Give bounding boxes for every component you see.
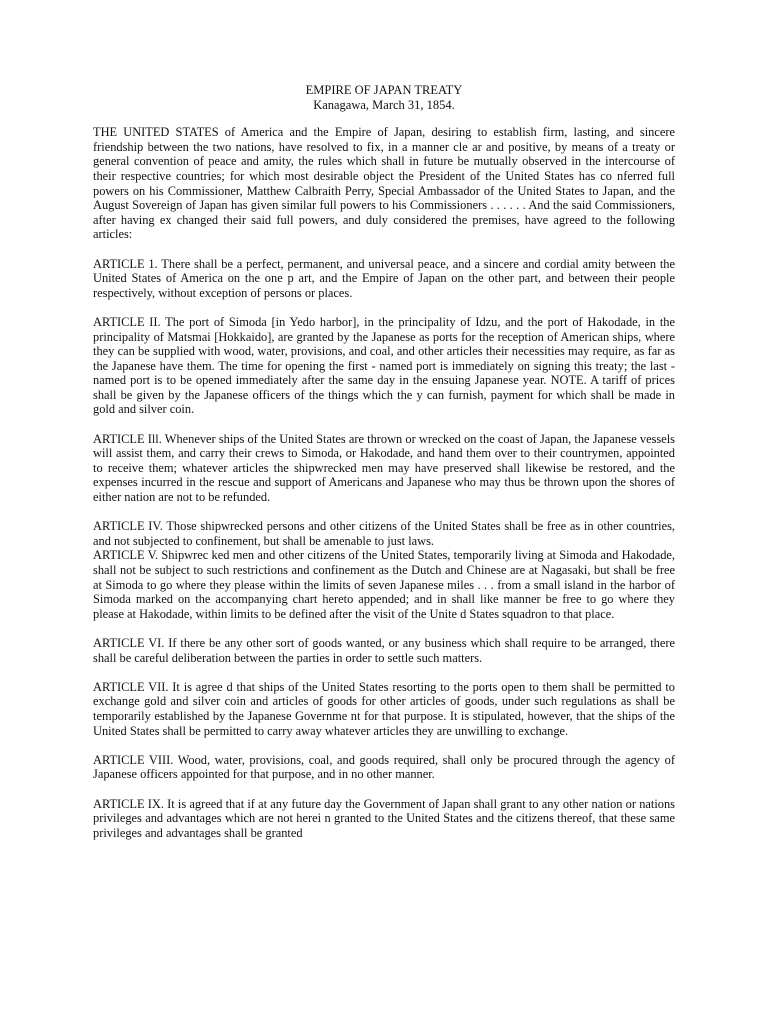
article-2-paragraph: ARTICLE II. The port of Simoda [in Yedo harbor], in the principality of Idzu, and the port of Hakodade, in the principality of Matsmai [Hokkaido], are granted by the Japanese as ports for the reception of American ships, where they can be supplied with wood, water, provisions, and coal, and other articles their necessities may require, as far as the Japanese have them. The time for opening the first - named port is immediately on signing this treaty; the last - named port is to be opened immediately after the same day in the ensuing Japanese year. NOTE. A tariff of prices shall be given by the Japanese officers of the things which the y can furnish, payment for which shall be made in gold and silver coin. — [93, 314, 675, 417]
article-5-paragraph: ARTICLE V. Shipwrec ked men and other citizens of the United States, temporarily living at Simoda and Hakodade, shall not be subject to such restrictions and confinement as the Dutch and Chinese are at Nagasaki, but shall be free at Simoda to go where they please within the limits of seven Japanese miles . . . from a small island in the harbor of Simoda marked on the accompanying chart hereto appended; and in shall like manner be free to go where they please at Hakodade, within limits to be defined after the visit of the Unite d States squadron to that place. — [93, 548, 675, 621]
article-4-paragraph: ARTICLE IV. Those shipwrecked persons and other citizens of the United States shall be free as in other countries, and not subjected to confinement, but shall be amenable to just laws. — [93, 519, 675, 548]
article-8-paragraph: ARTICLE VIII. Wood, water, provisions, coal, and goods required, shall only be procured through the agency of Japanese officers appointed for that purpose, and in no other manner. — [93, 752, 675, 782]
article-9-paragraph: ARTICLE IX. It is agreed that if at any future day the Government of Japan shall grant to any other nation or nations privileges and advantages which are not herei n granted to the United States and the citizens thereof, that these same privileges and advantages shall be granted — [93, 796, 675, 840]
document-subtitle: Kanagawa, March 31, 1854. — [313, 97, 455, 112]
article-1-paragraph: ARTICLE 1. There shall be a perfect, permanent, and universal peace, and a sincere and cordial amity between the United States of America on the one p art, and the Empire of Japan on the other part, and between their people respectively, without exception of persons or places. — [93, 256, 675, 300]
document-header — [93, 83, 675, 112]
document-page — [93, 83, 675, 855]
document-title: EMPIRE OF JAPAN TREATY — [305, 83, 463, 97]
article-7-paragraph: ARTICLE VII. It is agree d that ships of the United States resorting to the ports open to them shall be permitted to exchange gold and silver coin and articles of goods for other articles of goods, under such regulations as shall be temporarily established by the Japanese Governme nt for that purpose. It is stipulated, however, that the ships of the United States shall be permitted to carry away whatever articles they are unwilling to exchange. — [93, 679, 675, 738]
article-6-paragraph: ARTICLE VI. If there be any other sort of goods wanted, or any business which shall require to be arranged, there shall be careful deliberation between the parties in order to settle such matters. — [93, 635, 675, 665]
preamble-paragraph: THE UNITED STATES of America and the Empire of Japan, desiring to establish firm, lasting, and sincere friendship between the two nations, have resolved to fix, in a manner cle ar and positive, by means of a treaty or general convention of peace and amity, the rules which shall in future be mutually observed in the intercourse of their respective countries; for which most desirable object the President of the United States has co nferred full powers on his Commissioner, Matthew Calbraith Perry, Special Ambassador of the United States to Japan, and the August Sovereign of Japan has given similar full powers to his Commissioners . . . . . . And the said Commissioners, after having ex changed their said full powers, and duly considered the premises, have agreed to the following articles: — [93, 125, 675, 242]
article-3-paragraph: ARTICLE Ill. Whenever ships of the United States are thrown or wrecked on the coast of Japan, the Japanese vessels will assist them, and carry their crews to Simoda, or Hakodade, and hand them over to their countrymen, appointed to receive them; whatever articles the shipwrecked men may have preserved shall likewise be restored, and the expenses incurred in the rescue and support of Americans and Japanese who may thus be thrown upon the shores of either nation are not to be refunded. — [93, 431, 675, 505]
